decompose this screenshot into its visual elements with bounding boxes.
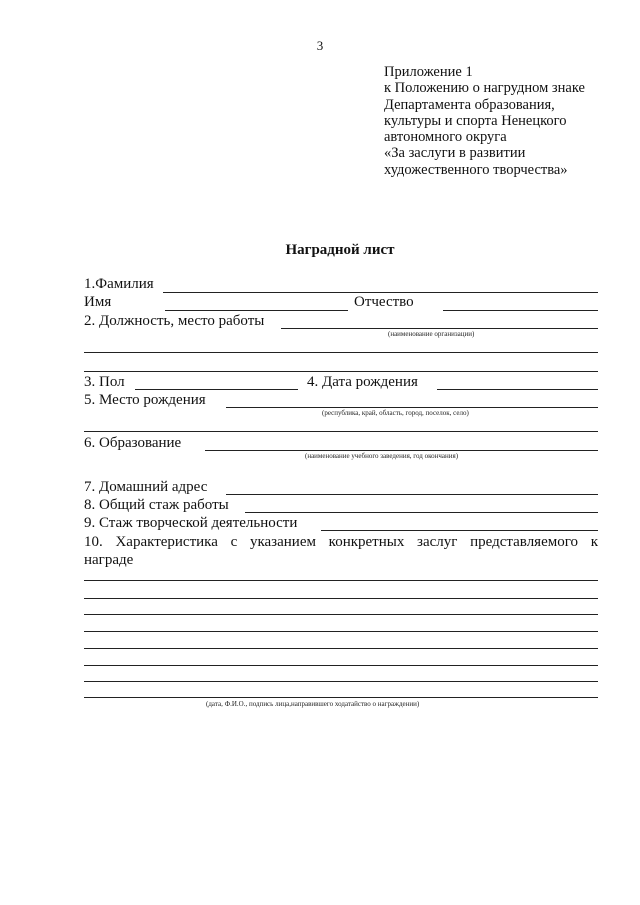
characteristic-line[interactable]: [84, 580, 598, 581]
position-field-extra[interactable]: [84, 371, 598, 372]
characteristic-line[interactable]: [84, 681, 598, 682]
home-address-label: 7. Домашний адрес: [84, 479, 208, 495]
home-address-field[interactable]: [226, 494, 598, 495]
total-experience-field[interactable]: [245, 512, 598, 513]
appendix-line: Приложение 1: [384, 64, 473, 80]
birth-date-label: 4. Дата рождения: [307, 374, 418, 390]
birth-date-field[interactable]: [437, 389, 598, 390]
surname-label: 1.Фамилия: [84, 276, 154, 292]
birth-place-label: 5. Место рождения: [84, 392, 206, 408]
characteristic-line[interactable]: [84, 614, 598, 615]
page-number: 3: [316, 38, 324, 53]
appendix-line: автономного округа: [384, 129, 507, 146]
characteristic-line[interactable]: [84, 665, 598, 666]
patronymic-label: Отчество: [354, 294, 414, 310]
appendix-line: Департамента образования,: [384, 96, 555, 113]
characteristic-line[interactable]: [84, 631, 598, 632]
appendix-line: культуры и спорта Ненецкого: [384, 112, 567, 129]
appendix-line: «За заслуги в развитии: [384, 145, 526, 162]
sex-label: 3. Пол: [84, 374, 125, 390]
education-label: 6. Образование: [84, 435, 182, 451]
name-field[interactable]: [165, 310, 348, 311]
name-label: Имя: [84, 294, 112, 310]
appendix-block: [384, 64, 585, 178]
creative-experience-label: 9. Стаж творческой деятельности: [84, 515, 298, 531]
document-title: Наградной лист: [285, 242, 395, 258]
position-hint: (наименование организации): [388, 330, 475, 338]
appendix-line: художественного творчества»: [384, 161, 568, 178]
birth-place-hint: (республика, край, область, город, поселок, село): [322, 409, 469, 417]
education-field[interactable]: [205, 450, 598, 451]
signature-line[interactable]: [84, 697, 598, 698]
sex-field[interactable]: [135, 389, 298, 390]
patronymic-field[interactable]: [443, 310, 598, 311]
position-field-extra[interactable]: [84, 352, 598, 353]
birth-place-field-extra[interactable]: [84, 431, 598, 432]
birth-place-field[interactable]: [226, 407, 598, 408]
education-hint: (наименование учебного заведения, год окончания): [305, 452, 459, 460]
position-field[interactable]: [281, 328, 598, 329]
total-experience-label: 8. Общий стаж работы: [84, 497, 229, 513]
characteristic-line[interactable]: [84, 598, 598, 599]
characteristic-label-line1: 10. Характеристика с указанием конкретных заслуг представляемого к: [84, 534, 598, 550]
position-label: 2. Должность, место работы: [84, 313, 265, 329]
characteristic-label-line2: награде: [84, 552, 134, 568]
appendix-line: к Положению о нагрудном знаке: [384, 80, 585, 97]
characteristic-line[interactable]: [84, 648, 598, 649]
signature-hint: (дата, Ф.И.О., подпись лица,направившего ходатайство о награждении): [206, 700, 420, 708]
creative-experience-field[interactable]: [321, 530, 598, 531]
